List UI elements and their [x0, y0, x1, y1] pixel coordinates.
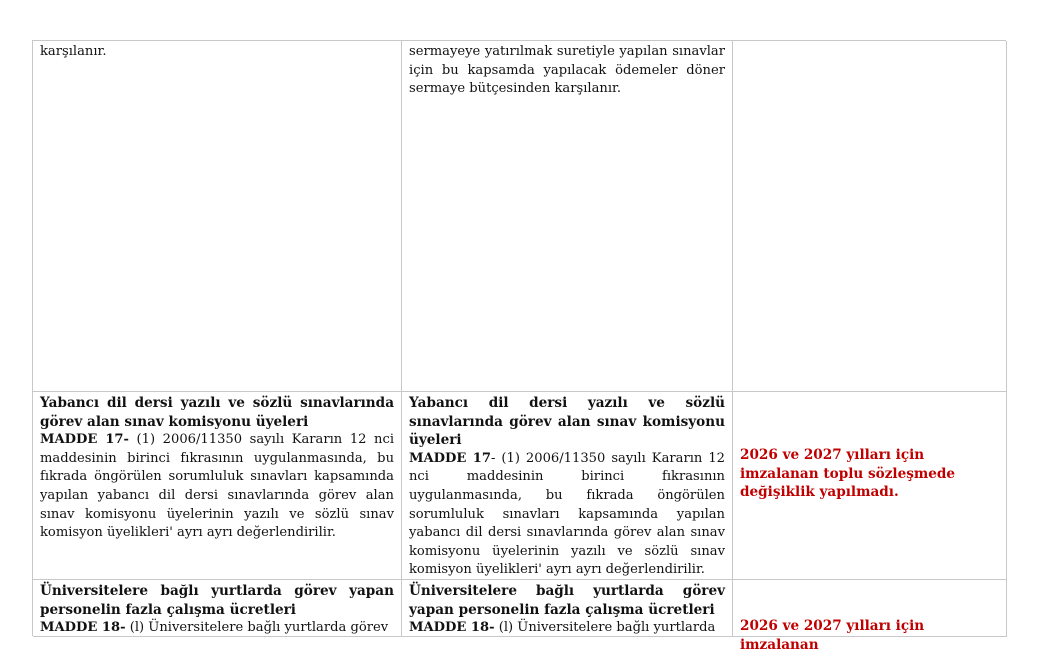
row1-old-text: karşılanır. [40, 44, 107, 59]
row2-new-body: - (1) 2006/11350 sayılı Kararın 12 nci maddesinin birinci fıkrasının uygulanmasında, bu fıkrada öngörülen sorumluluk sınavları kapsamında yapılan yabancı dil dersi sınavlarında görev alan sınav komisyonu üyelerinin yazılı ve sözlü sınav komisyon üyelikleri' ayrı ayrı değerlendirilir. [409, 450, 725, 578]
row1-old-text-cell [33, 41, 402, 392]
row2-note-cell [733, 392, 1007, 580]
comparison-table [32, 40, 1006, 653]
row2-old-body: (1) 2006/11350 sayılı Kararın 12 nci maddesinin birinci fıkrasının uygulanmasında, bu fıkrada öngörülen sorumluluk sınavları kapsamında yapılan yabancı dil dersi sınavlarında görev alan sınav komisyonu üyelerinin yazılı ve sözlü sınav komisyon üyelikleri' ayrı ayrı değerlendirilir. [40, 432, 395, 541]
row2-old-text-cell [33, 392, 402, 580]
row2-old-article-label: MADDE 17- [40, 432, 129, 448]
row3-note: 2026 ve 2027 yılları için imzalanan [740, 618, 925, 653]
row3-new-body: (l) Üniversitelere bağlı yurtlarda [494, 620, 716, 636]
row3-note-cell [733, 580, 1007, 653]
row2-old-heading: Yabancı dil dersi yazılı ve sözlü sınavlarında görev alan sınav komisyonu üyeleri [40, 395, 394, 430]
row1-new-text: sermayeye yatırılmak suretiyle yapılan sınavlar için bu kapsamda yapılacak ödemeler döner sermaye bütçesinden karşılanır. [409, 44, 725, 97]
row3-old-text-cell [33, 580, 402, 637]
row3-new-heading: Üniversitelere bağlı yurtlarda görev yapan personelin fazla çalışma ücretleri [409, 583, 725, 618]
row3-new-article-label: MADDE 18- [409, 620, 495, 636]
row2-new-heading: Yabancı dil dersi yazılı ve sözlü sınavlarında görev alan sınav komisyonu üyeleri [409, 395, 725, 449]
row2-note: 2026 ve 2027 yılları için imzalanan toplu sözleşmede değişiklik yapılmadı. [740, 447, 956, 501]
row1-new-text-cell [402, 41, 733, 392]
row3-old-body: (l) Üniversitelere bağlı yurtlarda görev [125, 620, 389, 636]
row2-new-text-cell [402, 392, 733, 580]
row3-old-heading: Üniversitelere bağlı yurtlarda görev yapan personelin fazla çalışma ücretleri [40, 583, 394, 618]
row3-new-text-cell [402, 580, 733, 637]
row2-new-article-label: MADDE 17 [409, 450, 491, 466]
row3-old-article-label: MADDE 18- [40, 620, 126, 636]
row1-note-cell [733, 41, 1007, 392]
